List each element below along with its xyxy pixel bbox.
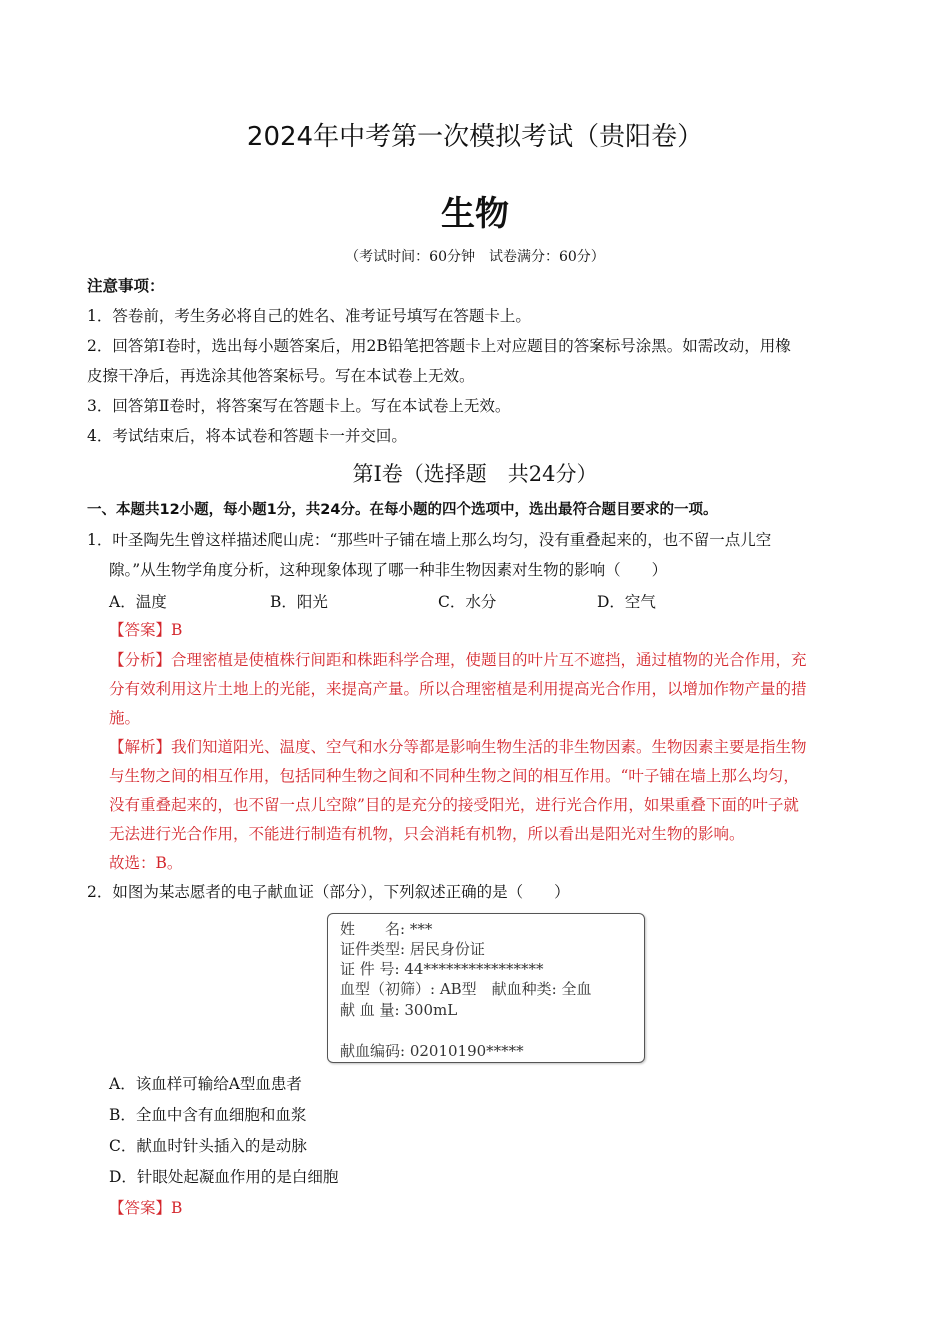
q1-conclusion: 故选：B。 xyxy=(109,854,183,872)
q1-analysis-line1: 【分析】合理密植是使植株行间距和株距科学合理，使题目的叶片互不遮挡，通过植物的光合作用，充 xyxy=(109,651,807,669)
q2-stem: 2．如图为某志愿者的电子献血证（部分），下列叙述正确的是（ ） xyxy=(87,883,570,901)
notice-item-3: 3．回答第Ⅱ卷时，将答案写在答题卡上。写在本试卷上无效。 xyxy=(87,397,511,415)
q1-answer: 【答案】B xyxy=(109,621,183,639)
q1-explanation-line3: 没有重叠起来的，也不留一点儿空隙”目的是充分的接受阳光，进行光合作用，如果重叠下面的叶子就 xyxy=(109,796,799,814)
q1-analysis-line2: 分有效利用这片土地上的光能，来提高产量。所以合理密植是利用提高光合作用，以增加作物产量的措 xyxy=(109,680,807,698)
card-id-number: 证 件 号: 44**************** xyxy=(340,960,544,978)
q1-explanation-line2: 与生物之间的相互作用，包括同种生物之间和不同种生物之间的相互作用。“叶子铺在墙上那么均匀， xyxy=(109,767,799,785)
q1-option-a: A．温度 xyxy=(109,593,167,611)
q2-option-c: C．献血时针头插入的是动脉 xyxy=(109,1137,307,1155)
q1-option-d: D．空气 xyxy=(597,593,656,611)
notice-item-4: 4．考试结束后，将本试卷和答题卡一并交回。 xyxy=(87,427,407,445)
q1-explanation-line4: 无法进行光合作用，不能进行制造有机物，只会消耗有机物，所以看出是阳光对生物的影响。 xyxy=(109,825,745,843)
notice-item-1: 1．答卷前，考生务必将自己的姓名、准考证号填写在答题卡上。 xyxy=(87,307,531,325)
exam-title: 2024年中考第一次模拟考试（贵阳卷） xyxy=(246,122,704,152)
card-code: 献血编码: 02010190***** xyxy=(340,1042,524,1060)
card-name: 姓 名: *** xyxy=(340,920,433,938)
blood-donation-card xyxy=(327,913,645,1063)
notice-item-2: 2．回答第Ⅰ卷时，选出每小题答案后，用2B铅笔把答题卡上对应题目的答案标号涂黑。如需改动，用橡 xyxy=(87,337,791,355)
q2-answer: 【答案】B xyxy=(109,1199,183,1217)
q1-analysis-line3: 施。 xyxy=(109,709,141,727)
q1-stem-line2: 隙。”从生物学角度分析，这种现象体现了哪一种非生物因素对生物的影响（ ） xyxy=(109,561,668,579)
q1-option-c: C．水分 xyxy=(438,593,497,611)
q1-explanation-line1: 【解析】我们知道阳光、温度、空气和水分等都是影响生物生活的非生物因素。生物因素主要是指生物 xyxy=(109,738,807,756)
section-instruction: 一、本题共12小题，每小题1分，共24分。在每小题的四个选项中，选出最符合题目要求的一项。 xyxy=(87,502,718,518)
section-title: 第Ⅰ卷（选择题 共24分） xyxy=(352,462,598,486)
q2-option-a: A．该血样可输给A型血患者 xyxy=(109,1075,302,1093)
notice-heading: 注意事项： xyxy=(87,277,165,295)
card-amount: 献 血 量: 300mL xyxy=(340,1001,458,1019)
exam-info: （考试时间：60分钟 试卷满分：60分） xyxy=(345,249,605,265)
q1-option-b: B．阳光 xyxy=(270,593,328,611)
notice-item-2-cont: 皮擦干净后，再选涂其他答案标号。写在本试卷上无效。 xyxy=(87,367,475,385)
subject-title: 生物 xyxy=(441,194,509,234)
q2-option-b: B．全血中含有血细胞和血浆 xyxy=(109,1106,307,1124)
card-blood-type: 血型（初筛）: AB型 献血种类: 全血 xyxy=(340,980,592,998)
q2-option-d: D．针眼处起凝血作用的是白细胞 xyxy=(109,1168,339,1186)
q1-stem-line1: 1．叶圣陶先生曾这样描述爬山虎：“那些叶子铺在墙上那么均匀，没有重叠起来的，也不留一点儿空 xyxy=(87,531,772,549)
card-id-type: 证件类型: 居民身份证 xyxy=(340,940,485,958)
